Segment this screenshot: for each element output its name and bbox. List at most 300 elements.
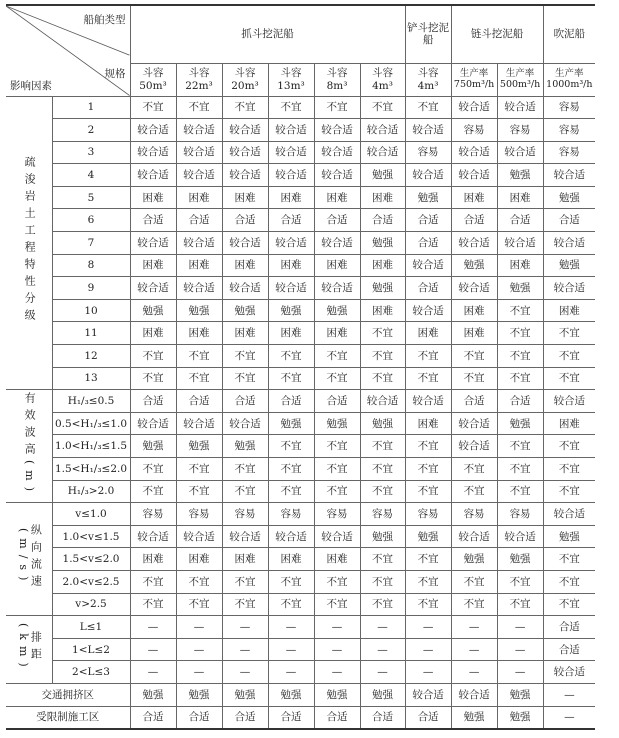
corner-ship-type: 船舶类型 <box>83 14 126 26</box>
rating-cell: — <box>130 638 176 661</box>
rating-cell: 较合适 <box>451 232 497 255</box>
rating-cell: 不宜 <box>130 480 176 503</box>
rating-cell: 较合适 <box>222 164 268 187</box>
group-label-text: 纵向流速(m/s) <box>16 523 43 592</box>
table-row <box>6 570 595 593</box>
spec-kind: 斗容 <box>326 67 348 80</box>
rating-cell: 不宜 <box>543 480 595 503</box>
group-label <box>6 390 52 503</box>
factor-label: 1 <box>52 96 130 119</box>
rating-cell: 不宜 <box>268 458 314 481</box>
rating-cell: 较合适 <box>451 683 497 706</box>
rating-cell: 不宜 <box>176 593 222 616</box>
rating-cell: 不宜 <box>497 458 543 481</box>
rating-cell: 较合适 <box>543 390 595 413</box>
table-row <box>6 254 595 277</box>
rating-cell: 勉强 <box>360 277 405 300</box>
rating-cell: 勉强 <box>451 706 497 729</box>
spec-header <box>451 63 497 96</box>
rating-cell: — <box>451 661 497 684</box>
rating-cell: — <box>130 616 176 639</box>
rating-cell: 困难 <box>314 254 360 277</box>
rating-cell: 困难 <box>222 322 268 345</box>
rating-cell: 不宜 <box>360 345 405 368</box>
rating-cell: — <box>360 661 405 684</box>
rating-cell: 较合适 <box>405 254 451 277</box>
spec-kind: 斗容 <box>280 67 302 80</box>
spec-value: 50m³ <box>139 79 167 92</box>
rating-cell: 困难 <box>176 322 222 345</box>
rating-cell: 容易 <box>222 503 268 526</box>
rating-cell: 勉强 <box>497 706 543 729</box>
rating-cell: 不宜 <box>176 96 222 119</box>
rating-cell: 合适 <box>176 390 222 413</box>
rating-cell: 不宜 <box>497 367 543 390</box>
rating-cell: 不宜 <box>360 322 405 345</box>
rating-cell: 较合适 <box>543 277 595 300</box>
rating-cell: 勉强 <box>314 299 360 322</box>
rating-cell: 勉强 <box>268 683 314 706</box>
factor-label: H₁/₃>2.0 <box>52 480 130 503</box>
spec-value: 8m³ <box>326 79 348 92</box>
spec-kind: 生产率 <box>459 67 489 79</box>
factor-label: 2.0<v≤2.5 <box>52 570 130 593</box>
rating-cell: 不宜 <box>497 570 543 593</box>
rating-cell: 不宜 <box>497 593 543 616</box>
rating-cell: 不宜 <box>451 458 497 481</box>
rating-cell: 不宜 <box>130 593 176 616</box>
ship-type-bucket-chain: 链斗挖泥船 <box>451 5 543 63</box>
rating-cell: 较合适 <box>543 232 595 255</box>
rating-cell: 困难 <box>314 548 360 571</box>
factor-label: 4 <box>52 164 130 187</box>
rating-cell: 不宜 <box>268 593 314 616</box>
rating-cell: 不宜 <box>360 593 405 616</box>
rating-cell: 不宜 <box>222 96 268 119</box>
rating-cell: 较合适 <box>314 119 360 142</box>
factor-label: 6 <box>52 209 130 232</box>
rating-cell: — <box>360 616 405 639</box>
rating-cell: 不宜 <box>268 345 314 368</box>
rating-cell: 较合适 <box>130 232 176 255</box>
factor-label: 交通拥挤区 <box>6 683 130 706</box>
rating-cell: 不宜 <box>451 367 497 390</box>
rating-cell: 较合适 <box>222 141 268 164</box>
rating-cell: — <box>543 706 595 729</box>
table-row <box>6 480 595 503</box>
rating-cell: — <box>451 616 497 639</box>
rating-cell: 困难 <box>543 412 595 435</box>
rating-cell: 不宜 <box>543 593 595 616</box>
table-row <box>6 367 595 390</box>
rating-cell: 不宜 <box>405 548 451 571</box>
rating-cell: 较合适 <box>130 277 176 300</box>
factor-label: 7 <box>52 232 130 255</box>
rating-cell: 困难 <box>268 548 314 571</box>
rating-cell: 较合适 <box>451 96 497 119</box>
rating-cell: 较合适 <box>176 141 222 164</box>
rating-cell: 不宜 <box>405 345 451 368</box>
factor-label: 1.5<v≤2.0 <box>52 548 130 571</box>
factor-label: 2 <box>52 119 130 142</box>
rating-cell: 不宜 <box>543 570 595 593</box>
rating-cell: 不宜 <box>314 367 360 390</box>
rating-cell: 不宜 <box>222 345 268 368</box>
rating-cell: 较合适 <box>360 390 405 413</box>
rating-cell: 较合适 <box>314 232 360 255</box>
rating-cell: 不宜 <box>360 96 405 119</box>
spec-kind: 斗容 <box>142 67 164 80</box>
rating-cell: 困难 <box>360 186 405 209</box>
rating-cell: 不宜 <box>314 570 360 593</box>
spec-value: 500m³/h <box>499 78 541 90</box>
rating-cell: 较合适 <box>360 141 405 164</box>
rating-cell: 合适 <box>130 706 176 729</box>
factor-label: 10 <box>52 299 130 322</box>
table-row <box>6 209 595 232</box>
factor-label: 1.0<v≤1.5 <box>52 525 130 548</box>
table-row <box>6 638 595 661</box>
rating-cell: 不宜 <box>360 570 405 593</box>
rating-cell: 较合适 <box>176 525 222 548</box>
rating-cell: 勉强 <box>130 683 176 706</box>
spec-value: 1000m³/h <box>546 78 593 90</box>
rating-cell: 不宜 <box>405 480 451 503</box>
rating-cell: 较合适 <box>222 525 268 548</box>
rating-cell: 容易 <box>543 119 595 142</box>
spec-header <box>176 63 222 96</box>
rating-cell: — <box>176 661 222 684</box>
rating-cell: 合适 <box>130 390 176 413</box>
rating-cell: 合适 <box>176 706 222 729</box>
rating-cell: 困难 <box>268 322 314 345</box>
rating-cell: 困难 <box>405 322 451 345</box>
spec-kind: 斗容 <box>372 67 394 80</box>
rating-cell: 不宜 <box>176 480 222 503</box>
spec-header <box>360 63 405 96</box>
factor-label: 11 <box>52 322 130 345</box>
table-row <box>6 345 595 368</box>
rating-cell: 合适 <box>268 706 314 729</box>
spec-value: 4m³ <box>417 79 439 92</box>
rating-cell: 较合适 <box>543 164 595 187</box>
rating-cell: 较合适 <box>130 412 176 435</box>
rating-cell: — <box>268 616 314 639</box>
rating-cell: 较合适 <box>130 141 176 164</box>
rating-cell: 不宜 <box>176 570 222 593</box>
rating-cell: 较合适 <box>222 232 268 255</box>
rating-cell: 不宜 <box>543 435 595 458</box>
spec-header <box>130 63 176 96</box>
rating-cell: 困难 <box>497 186 543 209</box>
factor-label: 受限制施工区 <box>6 706 130 729</box>
rating-cell: 合适 <box>405 232 451 255</box>
table-row <box>6 119 595 142</box>
factor-label: 1.5<H₁/₃≤2.0 <box>52 458 130 481</box>
rating-cell: 合适 <box>314 390 360 413</box>
rating-cell: 较合适 <box>314 164 360 187</box>
spec-kind: 斗容 <box>234 67 256 80</box>
table-row <box>6 299 595 322</box>
rating-cell: 不宜 <box>222 593 268 616</box>
group-label <box>6 616 52 684</box>
rating-cell: 不宜 <box>451 570 497 593</box>
rating-cell: 勉强 <box>451 254 497 277</box>
group-label <box>6 96 52 390</box>
rating-cell: 合适 <box>405 706 451 729</box>
rating-cell: 困难 <box>130 548 176 571</box>
rating-cell: 不宜 <box>405 435 451 458</box>
rating-cell: 合适 <box>497 390 543 413</box>
rating-cell: — <box>314 661 360 684</box>
rating-cell: 较合适 <box>451 164 497 187</box>
rating-cell: 较合适 <box>268 525 314 548</box>
rating-cell: 勉强 <box>130 299 176 322</box>
table-row <box>6 435 595 458</box>
spec-value: 20m³ <box>231 79 259 92</box>
rating-cell: 困难 <box>130 322 176 345</box>
table-row <box>6 186 595 209</box>
rating-cell: 困难 <box>451 322 497 345</box>
rating-cell: 较合适 <box>130 119 176 142</box>
table-row <box>6 322 595 345</box>
rating-cell: 较合适 <box>451 412 497 435</box>
rating-cell: 困难 <box>543 299 595 322</box>
rating-cell: 容易 <box>360 503 405 526</box>
rating-cell: 不宜 <box>222 480 268 503</box>
rating-cell: 困难 <box>176 548 222 571</box>
rating-cell: 容易 <box>176 503 222 526</box>
rating-cell: 不宜 <box>360 548 405 571</box>
rating-cell: 合适 <box>360 209 405 232</box>
rating-cell: 困难 <box>451 186 497 209</box>
rating-cell: — <box>176 638 222 661</box>
table-row <box>6 232 595 255</box>
rating-cell: 较合适 <box>497 96 543 119</box>
rating-cell: 不宜 <box>130 458 176 481</box>
group-label-text: 排距(km) <box>16 623 43 673</box>
rating-cell: 较合适 <box>405 119 451 142</box>
rating-cell: 较合适 <box>497 525 543 548</box>
table-row <box>6 593 595 616</box>
rating-cell: — <box>360 638 405 661</box>
table-row <box>6 458 595 481</box>
rating-cell: — <box>405 661 451 684</box>
factor-label: 2<L≤3 <box>52 661 130 684</box>
rating-cell: 困难 <box>222 254 268 277</box>
factor-label: 13 <box>52 367 130 390</box>
rating-cell: 不宜 <box>543 322 595 345</box>
rating-cell: 勉强 <box>222 299 268 322</box>
spec-header <box>268 63 314 96</box>
rating-cell: 不宜 <box>451 593 497 616</box>
spec-header <box>314 63 360 96</box>
rating-cell: 合适 <box>543 616 595 639</box>
rating-cell: 勉强 <box>360 164 405 187</box>
rating-cell: 容易 <box>405 503 451 526</box>
corner-header <box>6 5 130 96</box>
corner-spec: 规格 <box>104 68 126 80</box>
rating-cell: 勉强 <box>130 435 176 458</box>
rating-cell: 较合适 <box>451 435 497 458</box>
rating-cell: 不宜 <box>405 593 451 616</box>
factor-label: v>2.5 <box>52 593 130 616</box>
rating-cell: 不宜 <box>130 96 176 119</box>
rating-cell: 较合适 <box>176 232 222 255</box>
rating-cell: 合适 <box>405 209 451 232</box>
rating-cell: 较合适 <box>543 661 595 684</box>
ship-type-shovel: 铲斗挖泥船 <box>405 5 451 63</box>
rating-cell: 困难 <box>176 254 222 277</box>
rating-cell: 容易 <box>451 503 497 526</box>
group-label <box>6 503 52 616</box>
rating-cell: 困难 <box>314 186 360 209</box>
rating-cell: 较合适 <box>405 299 451 322</box>
rating-cell: 较合适 <box>268 277 314 300</box>
table-row <box>6 548 595 571</box>
rating-cell: 不宜 <box>176 458 222 481</box>
rating-cell: 合适 <box>268 209 314 232</box>
rating-cell: 困难 <box>222 548 268 571</box>
table-row <box>6 661 595 684</box>
rating-cell: 合适 <box>543 209 595 232</box>
rating-cell: 不宜 <box>405 367 451 390</box>
rating-cell: 容易 <box>451 119 497 142</box>
rating-cell: 较合适 <box>222 119 268 142</box>
rating-cell: — <box>176 616 222 639</box>
rating-cell: 不宜 <box>451 480 497 503</box>
rating-cell: 勉强 <box>222 683 268 706</box>
spec-value: 13m³ <box>277 79 305 92</box>
rating-cell: 困难 <box>405 412 451 435</box>
rating-cell: 较合适 <box>360 119 405 142</box>
factor-label: 5 <box>52 186 130 209</box>
rating-cell: 较合适 <box>268 141 314 164</box>
factor-label: 3 <box>52 141 130 164</box>
rating-cell: 容易 <box>314 503 360 526</box>
group-label-text: 有效波高(m) <box>23 392 37 498</box>
table-row <box>6 390 595 413</box>
rating-cell: 不宜 <box>314 593 360 616</box>
rating-cell: 不宜 <box>222 367 268 390</box>
rating-cell: — <box>314 616 360 639</box>
rating-cell: 不宜 <box>497 435 543 458</box>
rating-cell: — <box>543 683 595 706</box>
rating-cell: 合适 <box>360 706 405 729</box>
rating-cell: — <box>497 661 543 684</box>
rating-cell: — <box>497 616 543 639</box>
rating-cell: 容易 <box>405 141 451 164</box>
rating-cell: 不宜 <box>405 570 451 593</box>
spec-kind: 生产率 <box>505 67 535 79</box>
rating-cell: 困难 <box>497 254 543 277</box>
rating-cell: — <box>405 638 451 661</box>
rating-cell: 困难 <box>130 254 176 277</box>
rating-cell: 较合适 <box>176 277 222 300</box>
rating-cell: 不宜 <box>543 548 595 571</box>
factor-label: L≤1 <box>52 616 130 639</box>
rating-cell: 不宜 <box>314 96 360 119</box>
table-row <box>6 277 595 300</box>
rating-cell: 勉强 <box>360 412 405 435</box>
factor-label: 12 <box>52 345 130 368</box>
rating-cell: 困难 <box>314 322 360 345</box>
rating-cell: — <box>451 638 497 661</box>
rating-cell: — <box>314 638 360 661</box>
rating-cell: 勉强 <box>543 186 595 209</box>
rating-cell: — <box>222 661 268 684</box>
rating-cell: 合适 <box>543 638 595 661</box>
rating-cell: 勉强 <box>268 299 314 322</box>
factor-label: 9 <box>52 277 130 300</box>
rating-cell: 不宜 <box>176 367 222 390</box>
table-row <box>6 683 595 706</box>
rating-cell: 不宜 <box>405 458 451 481</box>
rating-cell: — <box>222 638 268 661</box>
rating-cell: 不宜 <box>130 367 176 390</box>
ship-type-grab: 抓斗挖泥船 <box>130 5 405 63</box>
rating-cell: 不宜 <box>360 435 405 458</box>
spec-value: 4m³ <box>372 79 393 92</box>
rating-cell: 容易 <box>543 141 595 164</box>
rating-cell: 不宜 <box>314 435 360 458</box>
rating-cell: 勉强 <box>176 299 222 322</box>
spec-value: 22m³ <box>185 79 213 92</box>
rating-cell: — <box>268 638 314 661</box>
spec-header <box>222 63 268 96</box>
rating-cell: 不宜 <box>360 458 405 481</box>
rating-cell: 困难 <box>451 299 497 322</box>
rating-cell: 不宜 <box>451 345 497 368</box>
rating-cell: 较合适 <box>176 164 222 187</box>
rating-cell: 较合适 <box>176 119 222 142</box>
rating-cell: 勉强 <box>497 548 543 571</box>
rating-cell: 较合适 <box>405 390 451 413</box>
rating-cell: 合适 <box>222 209 268 232</box>
rating-cell: 不宜 <box>314 480 360 503</box>
rating-cell: 不宜 <box>543 458 595 481</box>
corner-factor: 影响因素 <box>10 80 52 93</box>
rating-cell: 合适 <box>314 706 360 729</box>
rating-cell: 困难 <box>130 186 176 209</box>
table-row <box>6 503 595 526</box>
rating-cell: 勉强 <box>543 254 595 277</box>
rating-cell: 合适 <box>176 209 222 232</box>
rating-cell: 不宜 <box>314 458 360 481</box>
rating-cell: 合适 <box>222 390 268 413</box>
dredger-suitability-table <box>6 4 595 730</box>
rating-cell: 不宜 <box>268 480 314 503</box>
factor-label: H₁/₃≤0.5 <box>52 390 130 413</box>
rating-cell: 较合适 <box>314 525 360 548</box>
spec-header <box>405 63 451 96</box>
rating-cell: — <box>268 661 314 684</box>
table-row <box>6 164 595 187</box>
rating-cell: 困难 <box>360 254 405 277</box>
rating-cell: 勉强 <box>268 412 314 435</box>
rating-cell: 较合适 <box>222 277 268 300</box>
spec-kind: 斗容 <box>188 67 210 80</box>
rating-cell: 不宜 <box>176 345 222 368</box>
spec-kind: 斗容 <box>417 67 439 80</box>
rating-cell: 较合适 <box>497 232 543 255</box>
table-row <box>6 706 595 729</box>
rating-cell: — <box>222 616 268 639</box>
rating-cell: 较合适 <box>451 525 497 548</box>
rating-cell: 较合适 <box>405 683 451 706</box>
spec-kind: 生产率 <box>555 67 584 79</box>
rating-cell: 困难 <box>222 186 268 209</box>
